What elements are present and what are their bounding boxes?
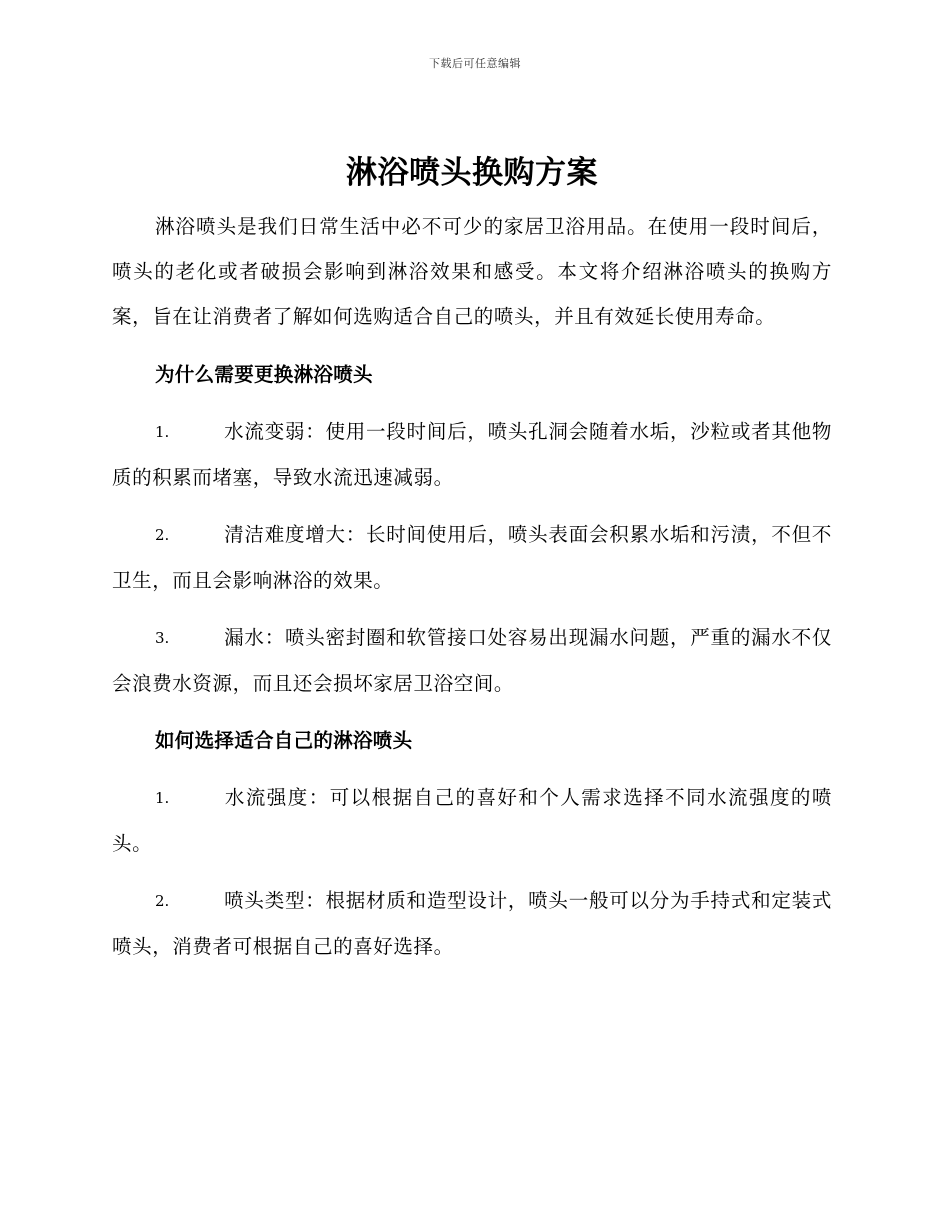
section-heading-why-replace: 为什么需要更换淋浴喷头 [155,363,373,386]
list-item-text: 清洁难度增大：长时间使用后，喷头表面会积累水垢和污渍，不但不卫生，而且会影响淋浴的效果。 [112,523,832,592]
list-item-text: 喷头类型：根据材质和造型设计，喷头一般可以分为手持式和定装式喷头，消费者可根据自己的喜好选择。 [112,889,832,958]
list-item-number: 1. [155,423,170,441]
list-item-text: 水流变弱：使用一段时间后，喷头孔洞会随着水垢，沙粒或者其他物质的积累而堵塞，导致水流迅速减弱。 [112,420,832,489]
list-item [112,878,832,969]
document-title: 淋浴喷头换购方案 [346,155,598,191]
header-note: 下载后可任意编辑 [429,57,521,70]
list-item [112,409,832,500]
list-item-number: 2. [155,526,170,544]
section-heading-how-to-choose: 如何选择适合自己的淋浴喷头 [155,729,413,752]
list-item-number: 1. [155,789,170,807]
list-item-number: 3. [155,629,170,647]
document-body [112,150,832,969]
list-item [112,775,832,866]
list-item-number: 2. [155,892,170,910]
intro-paragraph: 淋浴喷头是我们日常生活中必不可少的家居卫浴用品。在使用一段时间后，喷头的老化或者破损会影响到淋浴效果和感受。本文将介绍淋浴喷头的换购方案，旨在让消费者了解如何选购适合自己的喷头，并且有效延长使用寿命。 [112,215,832,328]
list-item-text: 水流强度：可以根据自己的喜好和个人需求选择不同水流强度的喷头。 [112,786,832,855]
list-item-text: 漏水：喷头密封圈和软管接口处容易出现漏水问题，严重的漏水不仅会浪费水资源，而且还会损坏家居卫浴空间。 [112,626,832,695]
list-item [112,615,832,706]
list-item [112,512,832,603]
